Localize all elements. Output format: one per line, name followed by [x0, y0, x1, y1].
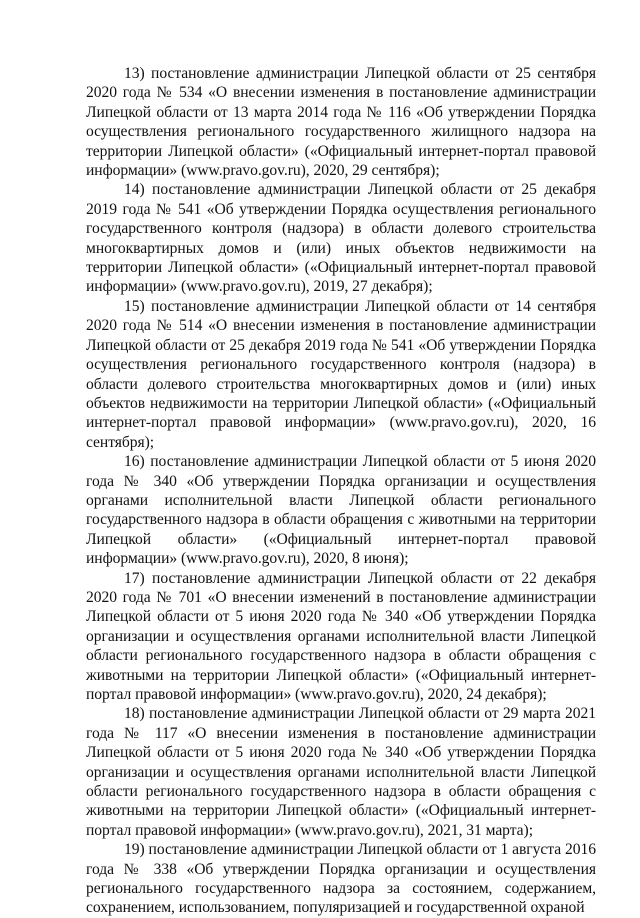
- list-item-18: 18) постановление администрации Липецкой области от 29 марта 2021 года № 117 «О внесении изменения в постановление администрации Липецкой области от 5 июня 2020 года № 340 «Об утверждении Порядка организации и осуществления органами исполнительной власти Липецкой области регионального государственного надзора в области обращения с животными на территории Липецкой области» («Официальный интернет-портал правовой информации» (www.pravo.gov.ru), 2021, 31 марта);: [86, 705, 596, 839]
- list-item-14: 14) постановление администрации Липецкой области от 25 декабря 2019 года № 541 «Об утверждении Порядка осуществления регионального государственного контроля (надзора) в области долевого строительства многоквартирных домов и (или) иных объектов недвижимости на территории Липецкой области» («Официальный интернет-портал правовой информации» (www.pravo.gov.ru), 2019, 27 декабря);: [86, 181, 596, 296]
- list-item-15: 15) постановление администрации Липецкой области от 14 сентября 2020 года № 514 «О внесении изменения в постановление администрации Липецкой области от 25 декабря 2019 года № 541 «Об утверждении Порядка осуществления регионального государственного контроля (надзора) в области долевого строительства многоквартирных домов и (или) иных объектов недвижимости на территории Липецкой области» («Официальный интернет-портал правовой информации» (www.pravo.gov.ru), 2020, 16 сентября);: [86, 297, 596, 451]
- list-item-16: 16) постановление администрации Липецкой области от 5 июня 2020 года № 340 «Об утверждении Порядка организации и осуществления органами исполнительной власти Липецкой области регионального государственного надзора в области обращения с животными на территории Липецкой области» («Официальный интернет-портал правовой информации» (www.pravo.gov.ru), 2020, 8 июня);: [86, 453, 596, 568]
- document-body: [86, 64, 596, 918]
- list-item-13: 13) постановление администрации Липецкой области от 25 сентября 2020 года № 534 «О внесении изменения в постановление администрации Липецкой области от 13 марта 2014 года № 116 «Об утверждении Порядка осуществления регионального государственного жилищного надзора на территории Липецкой области» («Официальный интернет-портал правовой информации» (www.pravo.gov.ru), 2020, 29 сентября);: [86, 65, 596, 180]
- list-item-17: 17) постановление администрации Липецкой области от 22 декабря 2020 года № 701 «О внесении изменений в постановление администрации Липецкой области от 5 июня 2020 года № 340 «Об утверждении Порядка организации и осуществления органами исполнительной власти Липецкой области регионального государственного надзора в области обращения с животными на территории Липецкой области» («Официальный интернет-портал правовой информации» (www.pravo.gov.ru), 2020, 24 декабря);: [86, 569, 596, 703]
- list-item-19: 19) постановление администрации Липецкой области от 1 августа 2016 года № 338 «Об утверждении Порядка организации и осуществления регионального государственного надзора за состоянием, содержанием, сохранением, использованием, популяризацией и государственной охраной: [86, 841, 596, 917]
